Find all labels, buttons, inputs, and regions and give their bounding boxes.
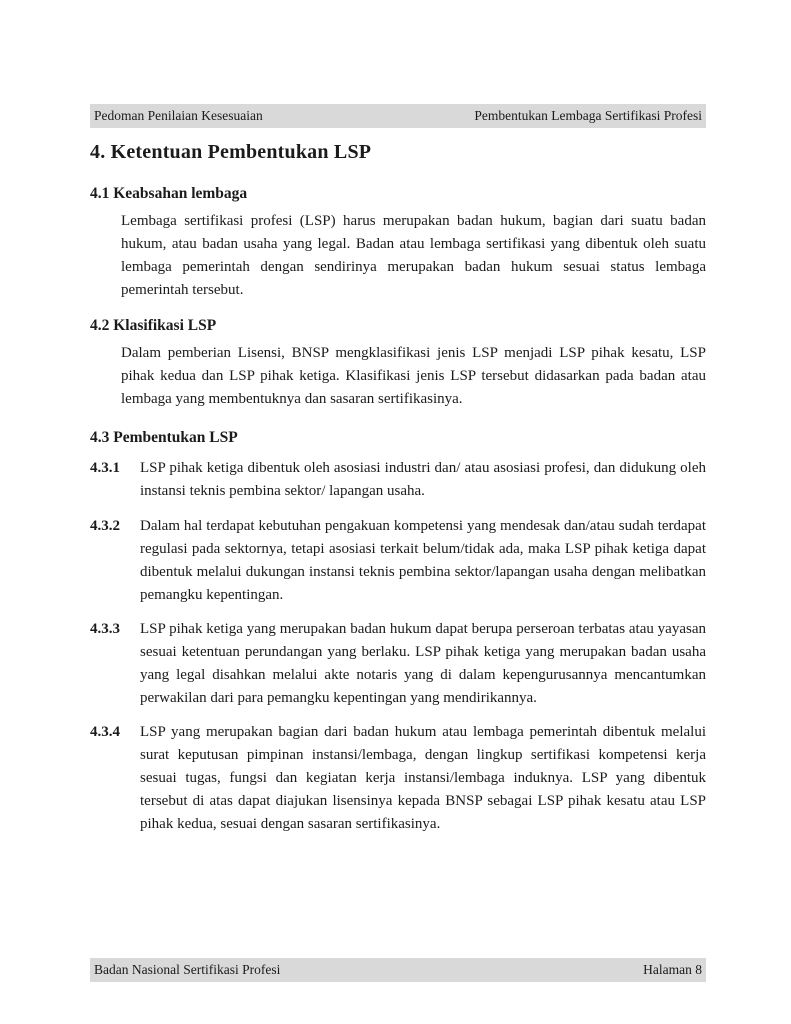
- footer-page-number: Halaman 8: [643, 962, 702, 977]
- clause-number: 4.3.4: [90, 724, 120, 740]
- footer-left-text: Badan Nasional Sertifikasi Profesi: [94, 962, 281, 977]
- document-body: [90, 141, 706, 847]
- clause-number: 4.3.1: [90, 460, 120, 476]
- clause-number: 4.3.2: [90, 518, 120, 534]
- section-heading-4-1: 4.1 Keabsahan lembaga: [90, 185, 248, 202]
- clause-text: Dalam hal terdapat kebutuhan pengakuan kompetensi yang mendesak dan/atau sudah terdapat regulasi pada sektornya, tetapi asosiasi terkait belum/tidak ada, maka LSP pihak ketiga dapat dibentuk melalui dukungan instansi teknis pembina sektor/lapangan usaha dengan melibatkan pemangku kepentingan.: [140, 518, 706, 603]
- clause-4-3-4: [90, 721, 706, 836]
- clause-4-3-3: [90, 618, 706, 710]
- clause-text: LSP pihak ketiga dibentuk oleh asosiasi industri dan/ atau asosiasi profesi, dan didukung oleh instansi teknis pembina sektor/ lapangan usaha.: [140, 460, 706, 499]
- header-left-text: Pedoman Penilaian Kesesuaian: [94, 108, 263, 123]
- clause-4-3-2: [90, 515, 706, 607]
- section-heading-4-3: 4.3 Pembentukan LSP: [90, 429, 238, 446]
- section-4-2-paragraph: Dalam pemberian Lisensi, BNSP mengklasifikasi jenis LSP menjadi LSP pihak kesatu, LSP pihak kedua dan LSP pihak ketiga. Klasifikasi jenis LSP tersebut didasarkan pada badan atau lembaga yang membentuknya dan sasaran sertifikasinya.: [121, 345, 706, 407]
- section-heading-4-2: 4.2 Klasifikasi LSP: [90, 317, 217, 334]
- clause-4-3-1: [90, 457, 706, 503]
- page-header: [90, 104, 706, 128]
- page-footer: [90, 958, 706, 982]
- clause-number: 4.3.3: [90, 621, 120, 637]
- clause-text: LSP pihak ketiga yang merupakan badan hukum dapat berupa perseroan terbatas atau yayasan sesuai ketentuan perundangan yang berlaku. LSP pihak ketiga yang merupakan badan usaha yang legal disahkan melalui akte notaris yang di dalam kepengurusannya mencantumkan perwakilan dari para pemangku kepentingan yang mendirikannya.: [140, 621, 706, 706]
- section-4-1-paragraph: Lembaga sertifikasi profesi (LSP) harus merupakan badan hukum, bagian dari suatu badan hukum, atau badan usaha yang legal. Badan atau lembaga sertifikasi yang dibentuk oleh suatu lembaga pemerintah dengan sendirinya merupakan badan hukum sesuai status lembaga pemerintah tersebut.: [121, 213, 706, 298]
- clause-text: LSP yang merupakan bagian dari badan hukum atau lembaga pemerintah dibentuk melalui surat keputusan pimpinan instansi/lembaga, dengan lingkup sertifikasi kompetensi kerja sesuai tugas, fungsi dan kegiatan kerja instansi/lembaga induknya. LSP yang dibentuk tersebut di atas dapat diajukan lisensinya kepada BNSP sebagai LSP pihak kesatu atau LSP pihak kedua, sesuai dengan sasaran sertifikasinya.: [140, 724, 706, 832]
- page-title: 4. Ketentuan Pembentukan LSP: [90, 141, 372, 163]
- header-right-text: Pembentukan Lembaga Sertifikasi Profesi: [474, 108, 702, 123]
